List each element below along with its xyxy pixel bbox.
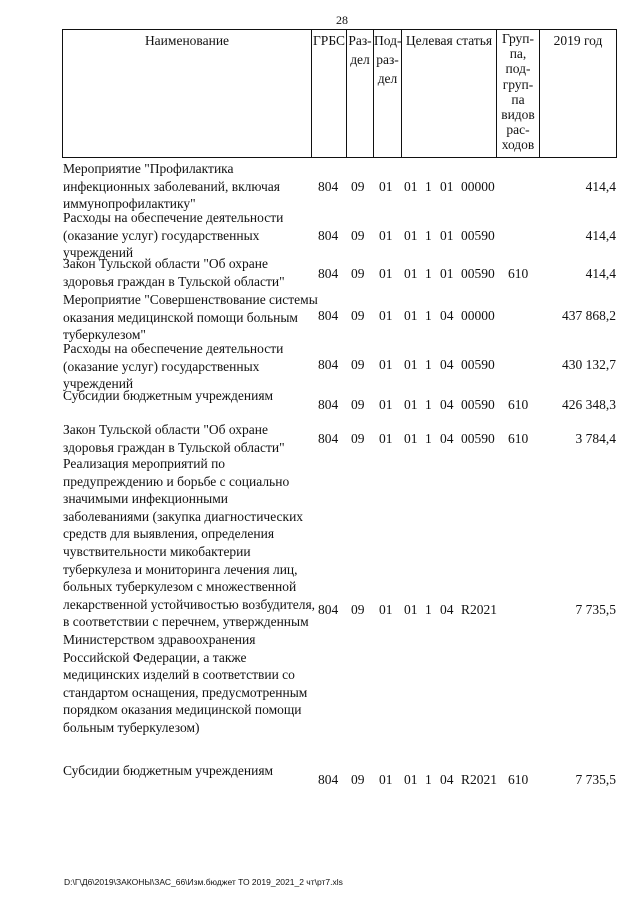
cell-cs-direction: R2021: [461, 602, 498, 617]
cell-cs-direction: 00000: [461, 308, 495, 323]
cell-name: Закон Тульской области "Об охране здоровья граждан в Тульской области": [63, 256, 285, 289]
header-celevaya-statya: Целевая статья: [405, 33, 493, 48]
cell-cs-subprogram: 1: [425, 397, 432, 412]
cell-cs-program: 01: [404, 431, 418, 446]
cell-grbs: 804: [318, 266, 339, 281]
cell-cs-subprogram: 1: [425, 357, 432, 372]
header-podrazdel: Под- раз- дел: [374, 33, 402, 86]
cell-grbs: 804: [318, 602, 339, 617]
cell-cs-direction: 00590: [461, 357, 495, 372]
header-gruppa-vidov-rashodov: Груп- па, под- груп- па видов рас- ходов: [501, 31, 535, 153]
cell-cs-program: 01: [404, 266, 418, 281]
cell-razdel: 09: [351, 228, 365, 243]
cell-cs-program: 01: [404, 397, 418, 412]
cell-sum-2019: 414,4: [585, 228, 616, 243]
cell-razdel: 09: [351, 602, 365, 617]
cell-cs-event: 04: [440, 772, 454, 787]
cell-sum-2019: 414,4: [585, 179, 616, 194]
cell-grbs: 804: [318, 431, 339, 446]
cell-vid-rashodov: 610: [508, 266, 529, 281]
cell-cs-program: 01: [404, 308, 418, 323]
header-year: 2019 год: [553, 33, 603, 48]
cell-podrazdel: 01: [379, 431, 393, 446]
cell-name: Мероприятие "Совершенствование системы оказания медицинской помощи больным туберкулезом": [63, 292, 318, 343]
cell-cs-event: 04: [440, 397, 454, 412]
cell-grbs: 804: [318, 772, 339, 787]
cell-grbs: 804: [318, 179, 339, 194]
cell-podrazdel: 01: [379, 228, 393, 243]
cell-cs-event: 04: [440, 357, 454, 372]
cell-cs-event: 01: [440, 266, 454, 281]
cell-sum-2019: 414,4: [585, 266, 616, 281]
cell-cs-subprogram: 1: [425, 772, 432, 787]
cell-name: Субсидии бюджетным учреждениям: [63, 763, 274, 778]
cell-grbs: 804: [318, 308, 339, 323]
cell-vid-rashodov: 610: [508, 431, 529, 446]
cell-cs-subprogram: 1: [425, 308, 432, 323]
cell-cs-subprogram: 1: [425, 179, 432, 194]
cell-sum-2019: 3 784,4: [575, 431, 616, 446]
cell-grbs: 804: [318, 228, 339, 243]
cell-sum-2019: 437 868,2: [562, 308, 616, 323]
cell-sum-2019: 426 348,3: [562, 397, 616, 412]
header-name: Наименование: [144, 33, 230, 48]
cell-razdel: 09: [351, 266, 365, 281]
cell-razdel: 09: [351, 772, 365, 787]
cell-podrazdel: 01: [379, 602, 393, 617]
cell-cs-program: 01: [404, 179, 418, 194]
cell-podrazdel: 01: [379, 308, 393, 323]
cell-razdel: 09: [351, 431, 365, 446]
cell-cs-event: 04: [440, 602, 454, 617]
cell-name: Субсидии бюджетным учреждениям: [63, 388, 274, 403]
cell-razdel: 09: [351, 179, 365, 194]
cell-podrazdel: 01: [379, 266, 393, 281]
cell-cs-program: 01: [404, 357, 418, 372]
cell-razdel: 09: [351, 308, 365, 323]
cell-cs-event: 01: [440, 228, 454, 243]
cell-cs-program: 01: [404, 228, 418, 243]
cell-name: Расходы на обеспечение деятельности (оказание услуг) государственных учреждений: [63, 341, 284, 392]
cell-cs-program: 01: [404, 772, 418, 787]
cell-cs-subprogram: 1: [425, 602, 432, 617]
cell-cs-direction: 00590: [461, 228, 495, 243]
cell-cs-subprogram: 1: [425, 431, 432, 446]
cell-razdel: 09: [351, 357, 365, 372]
header-razdel: Раз- дел: [348, 33, 372, 67]
page-number: 28: [336, 13, 348, 27]
cell-grbs: 804: [318, 357, 339, 372]
cell-podrazdel: 01: [379, 772, 393, 787]
cell-cs-direction: R2021: [461, 772, 498, 787]
cell-name: Мероприятие "Профилактика инфекционных заболеваний, включая иммунопрофилактику": [63, 161, 280, 212]
cell-cs-direction: 00000: [461, 179, 495, 194]
cell-cs-program: 01: [404, 602, 418, 617]
cell-cs-subprogram: 1: [425, 228, 432, 243]
cell-cs-direction: 00590: [461, 266, 495, 281]
cell-podrazdel: 01: [379, 357, 393, 372]
cell-name: Расходы на обеспечение деятельности (оказание услуг) государственных учреждений: [63, 210, 284, 261]
header-grbs: ГРБС: [313, 33, 345, 48]
cell-vid-rashodov: 610: [508, 772, 529, 787]
cell-cs-event: 04: [440, 431, 454, 446]
cell-cs-direction: 00590: [461, 431, 495, 446]
cell-sum-2019: 430 132,7: [562, 357, 616, 372]
cell-sum-2019: 7 735,5: [575, 772, 616, 787]
cell-name: Реализация мероприятий по предупреждению и борьбе с социально значимыми инфекционными заболеваниями (закупка диагностических средств для выявления, определения чувствительности микобактерии туберкулеза и мониторинга лечения лиц, больных туберкулезом с множественной лекарственной устойчивостью возбудителя, в соответствии с перечнем, утвержденным Министерством здравоохранения Российской Федерации, а также медицинских изделий в соответствии со стандартом оснащения, предусмотренным порядком оказания медицинской помощи больным туберкулезом): [63, 456, 316, 735]
cell-razdel: 09: [351, 397, 365, 412]
cell-cs-event: 04: [440, 308, 454, 323]
cell-cs-subprogram: 1: [425, 266, 432, 281]
footer-file-path: D:\Г\Д6\2019\ЗАКОНЫ\ЗАС_66\Изм.бюджет ТО 2019_2021_2 чт\рт7.xls: [64, 877, 343, 887]
cell-podrazdel: 01: [379, 179, 393, 194]
cell-grbs: 804: [318, 397, 339, 412]
cell-podrazdel: 01: [379, 397, 393, 412]
cell-name: Закон Тульской области "Об охране здоровья граждан в Тульской области": [63, 422, 285, 455]
cell-cs-event: 01: [440, 179, 454, 194]
cell-cs-direction: 00590: [461, 397, 495, 412]
cell-vid-rashodov: 610: [508, 397, 529, 412]
cell-sum-2019: 7 735,5: [575, 602, 616, 617]
